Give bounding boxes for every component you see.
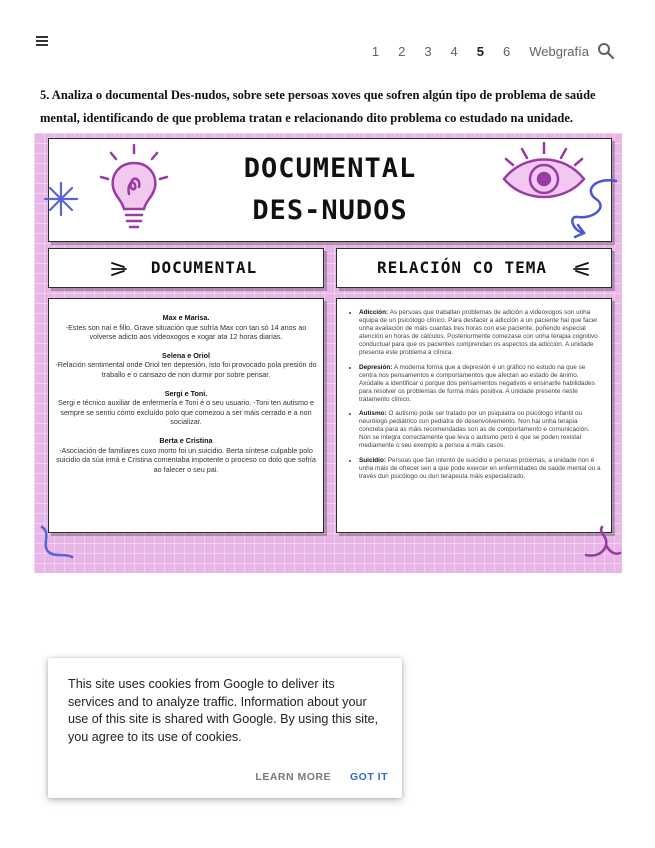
cookie-text: This site uses cookies from Google to deliver its services and to analyze traffic. Information about your use of this site is shared with Google. By using this site, you agree to its use of cookies. [68,677,379,744]
relacion-header: RELACIÓN CO TEMA [376,258,548,277]
relacion-item [359,309,601,358]
case-name: Sergi e Toni. [164,388,208,398]
relacion-content-box [336,298,612,533]
case-name: Max e Marisa. [162,313,210,322]
documental-content-box [48,298,324,533]
squiggle-arrow-icon [554,173,622,243]
poster-title-line1: DOCUMENTAL [243,153,417,184]
case-name: Berta e Cristina [159,435,213,445]
learn-more-button[interactable]: LEARN MORE [255,771,331,783]
poster-title-box [48,138,612,242]
relacion-text: O autismo pode ser tratado por un psiquiatra ou psicólogo infantil ou neurólogo pediátrico cun pediatra de desenvolvemento. Non hai unha terapia concreta para as máis recomendadas son as de comportamento e comunicación. Non se integra correctamente que leva o autismo pero é que se poden rexistar mediamente o seu exemplo a persoa a máis casos. [359,410,590,450]
documental-column [55,313,317,474]
relacion-term: Suicidio: [359,456,386,464]
case-text: -Asociación de familiares cuxo morto foi un suicidio. Berta síntese culpable polo suicidio da súa irmá e Cristina comentaba impotente o proceso co dolo que sofría ao falecer o seu pai. [56,445,316,474]
question-text: 5. Analiza o documental Des-nudos, sobre sete persoas xoves que sofren algún tipo de problema de saúde mental, identificando de que problema tratan e relacionando dito problema co estudado na unidade. [40,88,596,125]
relacion-column [349,309,601,487]
relacion-text: A moderna forma que a depresión é un gráfico no estudo na que se centra nos pensamentos e comportamentos que afectan ao estado de ánimo. Axúdalle a identificar o porque dos pensamentos negativos e ensinarlle habilidades para resolver os problemas de forma máis positiva. A unidade presente neste tratamento clínico. [359,363,595,403]
case-text: -Relación sentimental onde Oriol ten depresión, isto foi provocado pola presión do traballo e o cansazo de non durmir por sobre pensar. [55,360,317,379]
documental-header: DOCUMENTAL [150,258,258,277]
relacion-term: Autismo: [359,410,387,418]
page-link-6[interactable]: 6 [503,44,511,59]
page-link-3[interactable]: 3 [424,44,432,59]
lightbulb-icon [89,139,179,234]
page-link-2[interactable]: 2 [398,44,406,59]
page-link-4[interactable]: 4 [450,44,458,59]
cookie-banner [48,658,402,798]
relacion-text: Persoas que fan intento de suicidio e persoas próximas, a unidade non é unha máis de ofrecer sen a que pode exercer en enfermidades de saúde mental ou a través dun psicólogo ou dun terapeuta máis especializado. [359,456,601,480]
case-text: -Estes son nai e fillo. Grave situación que sufría Max con tan só 14 anos ao volverse adicto aos videoxogos e xogar ata 12 horas diarias. [65,322,307,342]
relacion-text: As persoas que traballan problemas de adición a videoxogos son unha equipa de un psicólogo clínico. Para desfacer a adicción a un paciente hai que facer unha avaliación de máis cuantas tres horas con ese paciente, poñendo especial atención en horas de cálculos. Posteriormente comezase con unha terapia cognitivo conductual para que os pacientes comprendan os aspectos da adicción. A unidade presenta este problema a clínica. [359,309,598,357]
squiggle-left-icon [36,523,76,563]
relacion-term: Adicción: [359,309,389,316]
poster-title-line2: DES-NUDOS [252,195,408,226]
case-name: Selena e Oriol [162,350,210,360]
sparkle-icon [41,179,81,219]
page-navigation [353,44,589,59]
got-it-button[interactable]: GOT IT [350,771,388,783]
documental-header-box [48,248,324,288]
search-icon[interactable] [597,42,615,60]
menu-icon[interactable] [36,36,48,46]
relacion-term: Depresión: [359,363,393,371]
poster-image [34,133,622,573]
page-link-1[interactable]: 1 [371,44,380,59]
page-link-5-active[interactable]: 5 [476,44,485,59]
relacion-item [359,364,601,404]
relacion-item [359,410,601,450]
relacion-header-box [336,248,612,288]
webgrafia-link[interactable]: Webgrafía [529,44,589,59]
squiggle-right-icon [582,523,622,563]
relacion-item [359,457,601,481]
case-text: Sergi e técnico auxiliar de enfermería e Toni é o seu usuario. -Toni ten autismo e sempre se sentiu cómo excluído polo que comezou a ser máis cerrado e a non socializar. [58,398,314,427]
decor-lines-right-icon [571,259,591,279]
cookie-actions [255,771,388,783]
